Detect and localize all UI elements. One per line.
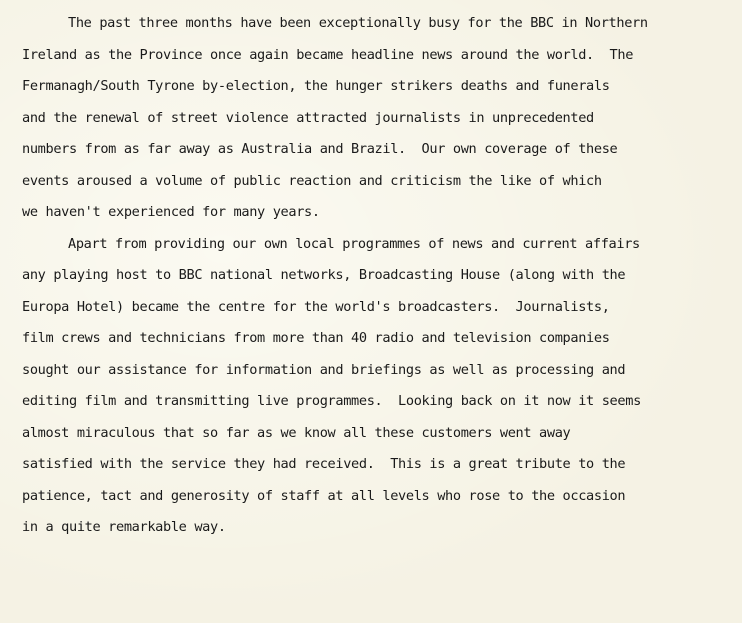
text-line: any playing host to BBC national networks, Broadcasting House (along with the <box>22 267 626 283</box>
text-line: Ireland as the Province once again became headline news around the world. The <box>22 46 634 63</box>
typed-document-body <box>22 8 722 544</box>
text-line: satisfied with the service they had received. This is a great tribute to the <box>22 456 626 472</box>
text-line: almost miraculous that so far as we know all these customers went away <box>22 424 571 441</box>
text-line: patience, tact and generosity of staff at all levels who rose to the occasion <box>22 487 626 504</box>
paragraph-1 <box>22 8 722 229</box>
text-line: in a quite remarkable way. <box>22 519 226 535</box>
text-line: film crews and technicians from more than 40 radio and television companies <box>22 330 610 346</box>
text-line: Fermanagh/South Tyrone by-election, the hunger strikers deaths and funerals <box>22 78 610 94</box>
text-line: The past three months have been exceptionally busy for the BBC in Northern <box>68 15 648 31</box>
text-line: Apart from providing our own local programmes of news and current affairs <box>68 235 640 252</box>
text-line: we haven't experienced for many years. <box>22 204 320 220</box>
text-line: numbers from as far away as Australia and Brazil. Our own coverage of these <box>22 141 618 157</box>
text-line: events aroused a volume of public reaction and criticism the like of which <box>22 172 602 189</box>
text-line: and the renewal of street violence attracted journalists in unprecedented <box>22 109 594 126</box>
text-line: sought our assistance for information and briefings as well as processing and <box>22 361 626 378</box>
paragraph-2 <box>22 229 722 544</box>
text-line: Europa Hotel) became the centre for the world's broadcasters. Journalists, <box>22 298 610 315</box>
text-line: editing film and transmitting live programmes. Looking back on it now it seems <box>22 393 641 409</box>
